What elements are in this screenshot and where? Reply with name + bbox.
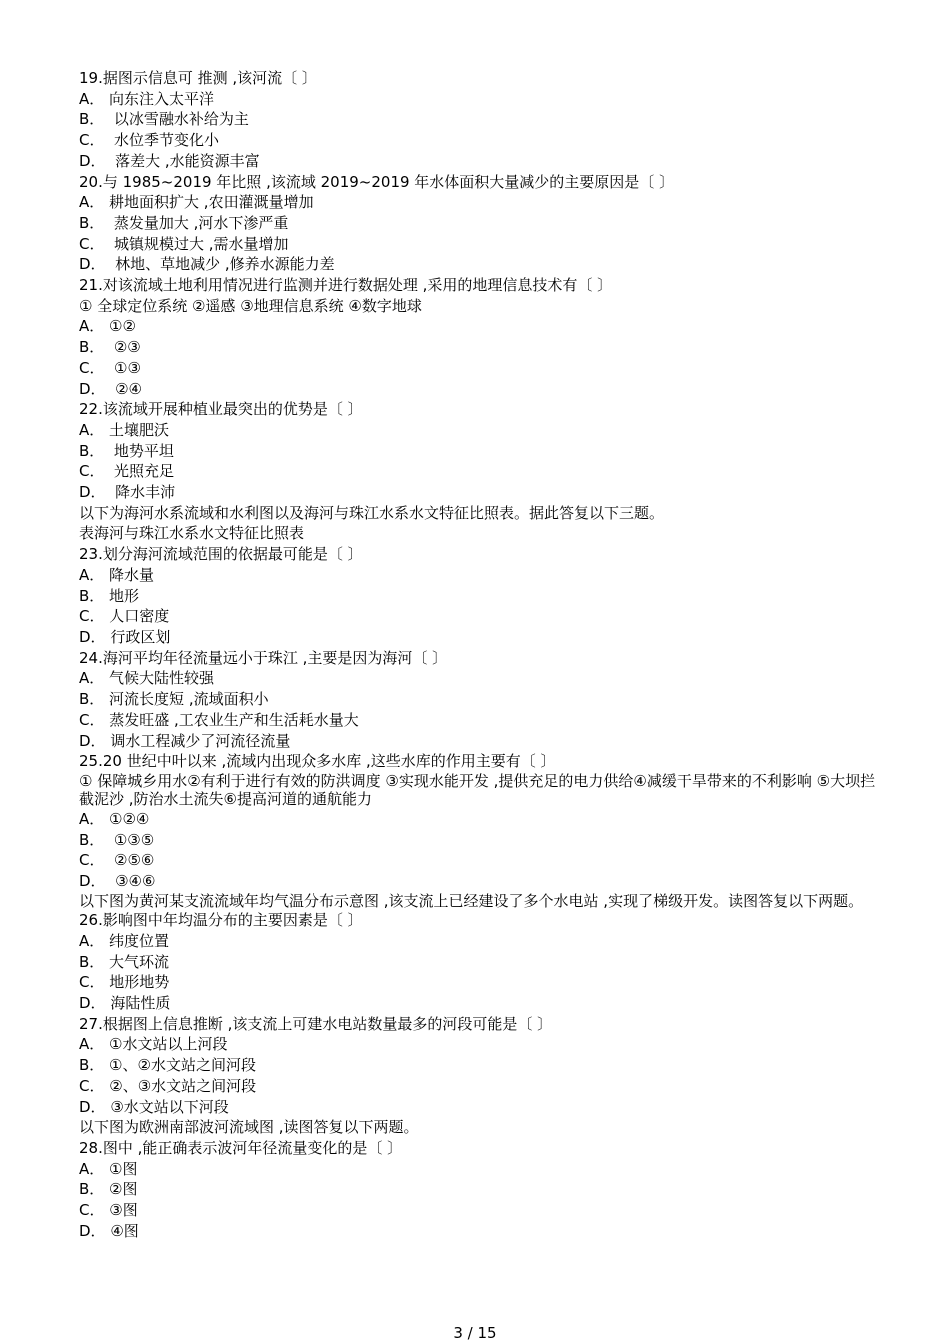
q21-option-a: A． ①②	[79, 317, 136, 336]
q25-stem: 25.20 世纪中叶以来 ,流域内出现众多水库 ,这些水库的作用主要有〔 〕	[79, 752, 556, 771]
section-intro-yellow-river: 以下图为黄河某支流流域年均气温分布示意图 ,该支流上已经建设了多个水电站 ,实现了梯级开发。读图答复以下两题。	[79, 891, 864, 910]
q20-option-c: C． 城镇规模过大 ,需水量增加	[79, 234, 289, 253]
q25-option-c: C． ②⑤⑥	[79, 851, 155, 870]
q24-option-d: D． 调水工程减少了河流径流量	[79, 731, 291, 750]
q28-stem: 28.图中 ,能正确表示波河年径流量变化的是〔 〕	[79, 1138, 403, 1157]
q27-option-d: D． ③水文站以下河段	[79, 1097, 229, 1116]
q28-option-b: B． ②图	[79, 1180, 138, 1199]
q20-stem: 20.与 1985~2019 年比照 ,该流域 2019~2019 年水体面积大量减少的主要原因是〔 〕	[79, 172, 675, 191]
q26-option-c: C． 地形地势	[79, 973, 170, 992]
q19-stem: 19.据图示信息可 推测 ,该河流〔 〕	[79, 69, 317, 87]
q24-option-a: A． 气候大陆性较强	[79, 669, 215, 688]
table-caption: 表海河与珠江水系水文特征比照表	[79, 524, 305, 543]
q27-option-c: C． ②、③水文站之间河段	[79, 1076, 257, 1095]
q25-option-a: A． ①②④	[79, 809, 150, 828]
q22-option-c: C． 光照充足	[79, 462, 175, 481]
section-intro-po-river: 以下图为欧洲南部波河流域图 ,读图答复以下两题。	[79, 1118, 419, 1137]
q21-option-c: C． ①③	[79, 358, 141, 377]
q28-option-a: A． ①图	[79, 1159, 138, 1178]
q26-option-d: D． 海陆性质	[79, 994, 171, 1013]
q19-option-b: B． 以冰雪融水补给为主	[79, 110, 249, 129]
q23-option-a: A． 降水量	[79, 565, 155, 584]
q22-option-d: D． 降水丰沛	[79, 483, 176, 502]
q20-option-b: B． 蒸发量加大 ,河水下渗严重	[79, 213, 289, 232]
q23-option-d: D． 行政区划	[79, 627, 171, 646]
q21-stem: 21.对该流域土地利用情况进行监测并进行数据处理 ,采用的地理信息技术有〔 〕	[79, 276, 613, 295]
q20-option-a: A． 耕地面积扩大 ,农田灌溉量增加	[79, 193, 314, 212]
q19-option-d: D． 落差大 ,水能资源丰富	[79, 151, 260, 170]
q24-option-b: B． 河流长度短 ,流域面积小	[79, 690, 269, 709]
page-number: 3 / 15	[453, 1324, 497, 1342]
q25-choices: ① 保障城乡用水②有利于进行有效的防洪调度 ③实现水能开发 ,提供充足的电力供给④减缓干旱带来的不利影响 ⑤大坝拦截泥沙 ,防治水土流失⑥提高河道的通航能力	[79, 771, 876, 809]
q25-option-d: D． ③④⑥	[79, 872, 156, 891]
q22-option-a: A． 土壤肥沃	[79, 420, 170, 439]
q22-stem: 22.该流域开展种植业最突出的优势是〔 〕	[79, 400, 363, 419]
q28-option-d: D． ④图	[79, 1221, 139, 1240]
q23-option-b: B． 地形	[79, 586, 140, 605]
q21-choices: ① 全球定位系统 ②遥感 ③地理信息系统 ④数字地球	[79, 296, 422, 315]
q26-stem: 26.影响图中年均温分布的主要因素是〔 〕	[79, 911, 363, 930]
q22-option-b: B． 地势平坦	[79, 441, 174, 460]
q24-stem: 24.海河平均年径流量远小于珠江 ,主要是因为海河〔 〕	[79, 648, 448, 667]
q20-option-d: D． 林地、草地减少 ,修养水源能力差	[79, 255, 335, 274]
q21-option-b: B． ②③	[79, 338, 141, 357]
q27-stem: 27.根据图上信息推断 ,该支流上可建水电站数量最多的河段可能是〔 〕	[79, 1014, 553, 1033]
section-intro-haihe: 以下为海河水系流域和水利图以及海河与珠江水系水文特征比照表。据此答复以下三题。	[79, 503, 665, 522]
q23-stem: 23.划分海河流域范围的依据最可能是〔 〕	[79, 545, 363, 564]
q21-option-d: D． ②④	[79, 379, 142, 398]
q19-option-c: C． 水位季节变化小	[79, 131, 220, 150]
q27-option-a: A． ①水文站以上河段	[79, 1035, 228, 1054]
q23-option-c: C． 人口密度	[79, 607, 170, 626]
document-body	[79, 68, 885, 1241]
q27-option-b: B． ①、②水文站之间河段	[79, 1056, 256, 1075]
q19-option-a: A． 向东注入太平洋	[79, 89, 215, 108]
q24-option-c: C． 蒸发旺盛 ,工农业生产和生活耗水量大	[79, 710, 359, 729]
q26-option-b: B． 大气环流	[79, 952, 170, 971]
q26-option-a: A． 纬度位置	[79, 931, 170, 950]
q25-option-b: B． ①③⑤	[79, 830, 155, 849]
q28-option-c: C． ③图	[79, 1201, 138, 1220]
